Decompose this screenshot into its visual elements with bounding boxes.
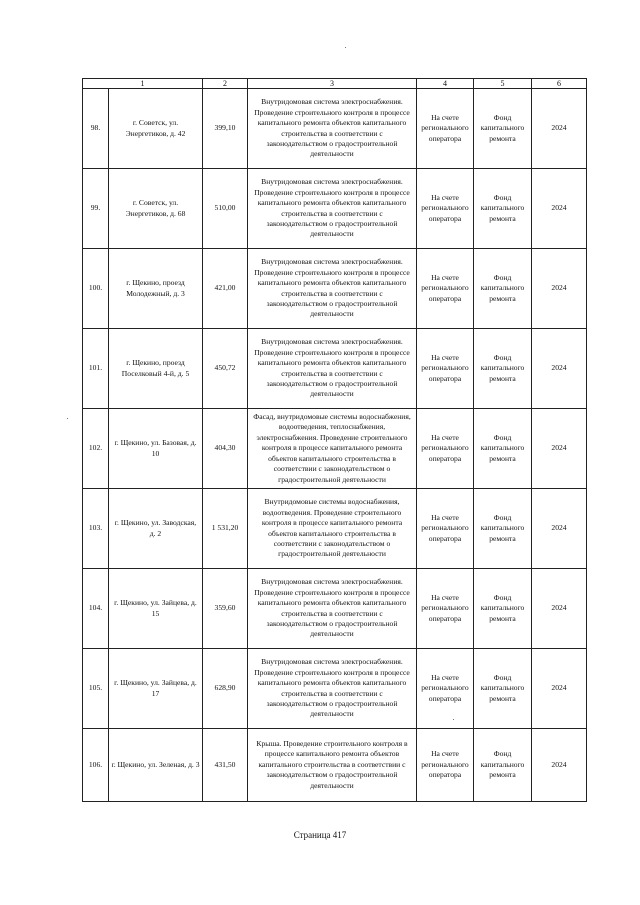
table-row	[83, 329, 587, 409]
account-cell: На счете регионального оператора	[417, 329, 474, 409]
area-cell: 628,90	[203, 649, 248, 729]
row-number: 101.	[83, 329, 109, 409]
header-cell: 5	[474, 79, 532, 89]
page-number: Страница 417	[293, 830, 347, 840]
fund-cell: Фонд капитального ремонта	[474, 409, 532, 489]
row-number: 103.	[83, 489, 109, 569]
account-cell: На счете регионального оператора	[417, 169, 474, 249]
year-cell: 2024	[532, 409, 587, 489]
table-row	[83, 249, 587, 329]
area-cell: 510,00	[203, 169, 248, 249]
address-cell: г. Щекино, ул. Базовая, д. 10	[109, 409, 203, 489]
area-cell: 450,72	[203, 329, 248, 409]
fund-cell: Фонд капитального ремонта	[474, 329, 532, 409]
row-number: 100.	[83, 249, 109, 329]
year-cell: 2024	[532, 649, 587, 729]
address-cell: г. Щекино, проезд Молодежный, д. 3	[109, 249, 203, 329]
table-row	[83, 169, 587, 249]
header-row	[83, 79, 587, 89]
row-number: 99.	[83, 169, 109, 249]
fund-cell: Фонд капитального ремонта	[474, 489, 532, 569]
work-description-cell: Внутридомовая система электроснабжения. Проведение строительного контроля в процессе капитального ремонта объектов капитального строительства в соответствии с законодательством о градостроительной деятельности	[248, 569, 417, 649]
address-cell: г. Щекино, ул. Зеленая, д. 3	[109, 729, 203, 802]
area-cell: 399,10	[203, 89, 248, 169]
fund-cell: Фонд капитального ремонта	[474, 729, 532, 802]
area-cell: 1 531,20	[203, 489, 248, 569]
header-cell: 4	[417, 79, 474, 89]
fund-cell: Фонд капитального ремонта	[474, 89, 532, 169]
address-cell: г. Щекино, ул. Зайцева, д. 17	[109, 649, 203, 729]
scan-speck	[67, 418, 68, 419]
work-description-cell: Крыша. Проведение строительного контроля в процессе капитального ремонта объектов капитального строительства в соответствии с законодательством о градостроительной деятельности	[248, 729, 417, 802]
table-row	[83, 409, 587, 489]
address-cell: г. Щекино, ул. Зайцева, д. 15	[109, 569, 203, 649]
table-body	[83, 79, 587, 802]
row-number: 104.	[83, 569, 109, 649]
work-description-cell: Внутридомовая система электроснабжения. Проведение строительного контроля в процессе капитального ремонта объектов капитального строительства в соответствии с законодательством о градостроительной деятельности	[248, 89, 417, 169]
account-cell: На счете регионального оператора	[417, 89, 474, 169]
header-cell: 2	[203, 79, 248, 89]
work-description-cell: Фасад, внутридомовые системы водоснабжения, водоотведения, теплоснабжения, электроснабжения. Проведение строительного контроля в процессе капитального ремонта объектов капитального строительства в соответствии с законодательством о градостроительной деятельности	[248, 409, 417, 489]
fund-cell: Фонд капитального ремонта	[474, 569, 532, 649]
year-cell: 2024	[532, 329, 587, 409]
capital-repair-table	[82, 78, 587, 802]
scan-speck	[345, 47, 346, 48]
work-description-cell: Внутридомовая система электроснабжения. Проведение строительного контроля в процессе капитального ремонта объектов капитального строительства в соответствии с законодательством о градостроительной деятельности	[248, 249, 417, 329]
fund-cell: Фонд капитального ремонта	[474, 169, 532, 249]
fund-cell: Фонд капитального ремонта	[474, 249, 532, 329]
header-cell: 3	[248, 79, 417, 89]
header-cell: 1	[83, 79, 203, 89]
area-cell: 421,00	[203, 249, 248, 329]
work-description-cell: Внутридомовая система электроснабжения. Проведение строительного контроля в процессе капитального ремонта объектов капитального строительства в соответствии с законодательством о градостроительной деятельности	[248, 649, 417, 729]
area-cell: 404,30	[203, 409, 248, 489]
year-cell: 2024	[532, 169, 587, 249]
work-description-cell: Внутридомовые системы водоснабжения, водоотведения. Проведение строительного контроля в процессе капитального ремонта объектов капитального строительства в соответствии с законодательством о градостроительной деятельности	[248, 489, 417, 569]
fund-cell: Фонд капитального ремонта	[474, 649, 532, 729]
account-cell: На счете регионального оператора	[417, 649, 474, 729]
work-description-cell: Внутридомовая система электроснабжения. Проведение строительного контроля в процессе капитального ремонта объектов капитального строительства в соответствии с законодательством о градостроительной деятельности	[248, 329, 417, 409]
address-cell: г. Советск, ул. Энергетиков, д. 42	[109, 89, 203, 169]
year-cell: 2024	[532, 89, 587, 169]
area-cell: 431,50	[203, 729, 248, 802]
account-cell: На счете регионального оператора	[417, 409, 474, 489]
row-number: 105.	[83, 649, 109, 729]
table-row	[83, 729, 587, 802]
table-row	[83, 489, 587, 569]
account-cell: На счете регионального оператора	[417, 569, 474, 649]
row-number: 106.	[83, 729, 109, 802]
year-cell: 2024	[532, 249, 587, 329]
table-row	[83, 89, 587, 169]
address-cell: г. Щекино, проезд Поселковый 4-й, д. 5	[109, 329, 203, 409]
row-number: 98.	[83, 89, 109, 169]
address-cell: г. Советск, ул. Энергетиков, д. 68	[109, 169, 203, 249]
row-number: 102.	[83, 409, 109, 489]
address-cell: г. Щекино, ул. Заводская, д. 2	[109, 489, 203, 569]
account-cell: На счете регионального оператора	[417, 249, 474, 329]
work-description-cell: Внутридомовая система электроснабжения. Проведение строительного контроля в процессе капитального ремонта объектов капитального строительства в соответствии с законодательством о градостроительной деятельности	[248, 169, 417, 249]
table-row	[83, 569, 587, 649]
area-cell: 359,60	[203, 569, 248, 649]
account-cell: На счете регионального оператора	[417, 729, 474, 802]
year-cell: 2024	[532, 489, 587, 569]
year-cell: 2024	[532, 569, 587, 649]
year-cell: 2024	[532, 729, 587, 802]
header-cell: 6	[532, 79, 587, 89]
account-cell: На счете регионального оператора	[417, 489, 474, 569]
scan-speck	[453, 719, 454, 720]
table-row	[83, 649, 587, 729]
